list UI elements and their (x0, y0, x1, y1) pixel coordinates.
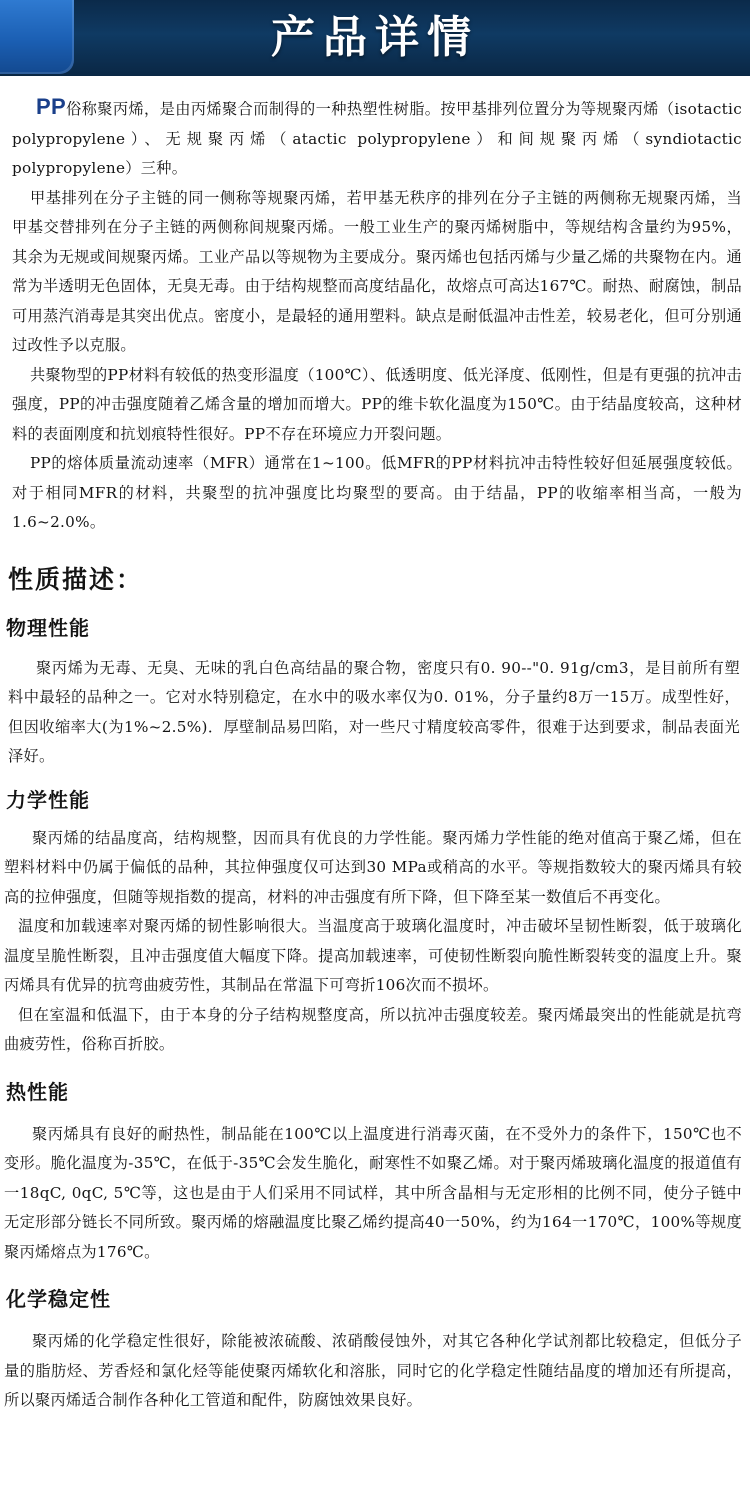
intro-paragraph-1 (0, 92, 750, 184)
mechanical-paragraph-3: 但在室温和低温下，由于本身的分子结构规整度高，所以抗冲击强度较差。聚丙烯最突出的性能就是抗弯曲疲劳性，俗称百折胶。 (4, 1005, 742, 1053)
page-title: 产品详情 (271, 12, 479, 63)
intro-paragraph-4: PP的熔体质量流动速率（MFR）通常在1~100。低MFR的PP材料抗冲击特性较好但延展强度较低。对于相同MFR的材料，共聚型的抗冲强度比均聚型的要高。由于结晶，PP的收缩率相当高，一般为1.6~2.0%。 (12, 454, 742, 531)
properties-title: 性质描述： (8, 564, 144, 594)
mechanical-heading: 力学性能 (6, 787, 90, 812)
chemical-paragraph: 聚丙烯的化学稳定性很好，除能被浓硫酸、浓硝酸侵蚀外，对其它各种化学试剂都比较稳定，但低分子量的脂肪烃、芳香烃和氯化烃等能使聚丙烯软化和溶胀，同时它的化学稳定性随结晶度的增加还有所提高，所以聚丙烯适合制作各种化工管道和配件，防腐蚀效果良好。 (4, 1332, 742, 1409)
physical-heading: 物理性能 (6, 615, 90, 640)
thermal-paragraph: 聚丙烯具有良好的耐热性，制品能在100℃以上温度进行消毒灭菌，在不受外力的条件下，150℃也不变形。脆化温度为-35℃，在低于-35℃会发生脆化，耐寒性不如聚乙烯。对于聚丙烯玻璃化温度的报道值有一18qC, 0qC, 5℃等，这也是由于人们采用不同试样，其中所含晶相与无定形相的比例不同，使分子链中无定形部分链长不同所致。聚丙烯的熔融温度比聚乙烯约提高40一50%，约为164一170℃，100%等规度聚丙烯熔点为176℃。 (4, 1124, 742, 1261)
intro-paragraph-3: 共聚物型的PP材料有较低的热变形温度（100℃）、低透明度、低光泽度、低刚性，但是有更强的抗冲击强度，PP的冲击强度随着乙烯含量的增加而增大。PP的维卡软化温度为150℃。由于结晶度较高，这种材料的表面刚度和抗划痕特性很好。PP不存在环境应力开裂问题。 (12, 365, 742, 443)
intro-paragraph-1-text: 俗称聚丙烯，是由丙烯聚合而制得的一种热塑性树脂。按甲基排列位置分为等规聚丙烯（isotactic polypropylene）、无规聚丙烯（atactic polypropylene）和间规聚丙烯（syndiotactic polypropylene）三种。 (12, 100, 742, 177)
content (0, 92, 750, 1416)
mechanical-paragraph-2: 温度和加载速率对聚丙烯的韧性影响很大。当温度高于玻璃化温度时，冲击破坏呈韧性断裂，低于玻璃化温度呈脆性断裂，且冲击强度值大幅度下降。提高加载速率，可使韧性断裂向脆性断裂转变的温度上升。聚丙烯具有优异的抗弯曲疲劳性，其制品在常温下可弯折106次而不损坏。 (4, 917, 742, 994)
intro-paragraph-2: 甲基排列在分子主链的同一侧称等规聚丙烯，若甲基无秩序的排列在分子主链的两侧称无规聚丙烯，当甲基交替排列在分子主链的两侧称间规聚丙烯。一般工业生产的聚丙烯树脂中，等规结构含量约为95%，其余为无规或间规聚丙烯。工业产品以等规物为主要成分。聚丙烯也包括丙烯与少量乙烯的共聚物在内。通常为半透明无色固体，无臭无毒。由于结构规整而高度结晶化，故熔点可高达167℃。耐热、耐腐蚀，制品可用蒸汽消毒是其突出优点。密度小，是最轻的通用塑料。缺点是耐低温冲击性差，较易老化，但可分别通过改性予以克服。 (12, 188, 742, 354)
pp-lead: PP (36, 94, 66, 119)
thermal-heading: 热性能 (6, 1079, 69, 1104)
chemical-heading: 化学稳定性 (6, 1287, 111, 1311)
mechanical-paragraph-1: 聚丙烯的结晶度高，结构规整，因而具有优良的力学性能。聚丙烯力学性能的绝对值高于聚乙烯，但在塑料材料中仍属于偏低的品种，其拉伸强度仅可达到30 MPa或稍高的水平。等规指数较大的聚丙烯具有较高的拉伸强度，但随等规指数的提高，材料的冲击强度有所下降，但下降至某一数值后不再变化。 (4, 828, 742, 906)
physical-paragraph: 聚丙烯为无毒、无臭、无味的乳白色高结晶的聚合物，密度只有0. 90--"0. 91g/cm3，是目前所有塑料中最轻的品种之一。它对水特别稳定，在水中的吸水率仅为0. 01%，分子量约8万一15万。成型性好，但因收缩率大(为1%~2.5%)．厚壁制品易凹陷，对一些尺寸精度较高零件，很难于达到要求，制品表面光泽好。 (8, 658, 740, 765)
header-banner (0, 0, 750, 76)
